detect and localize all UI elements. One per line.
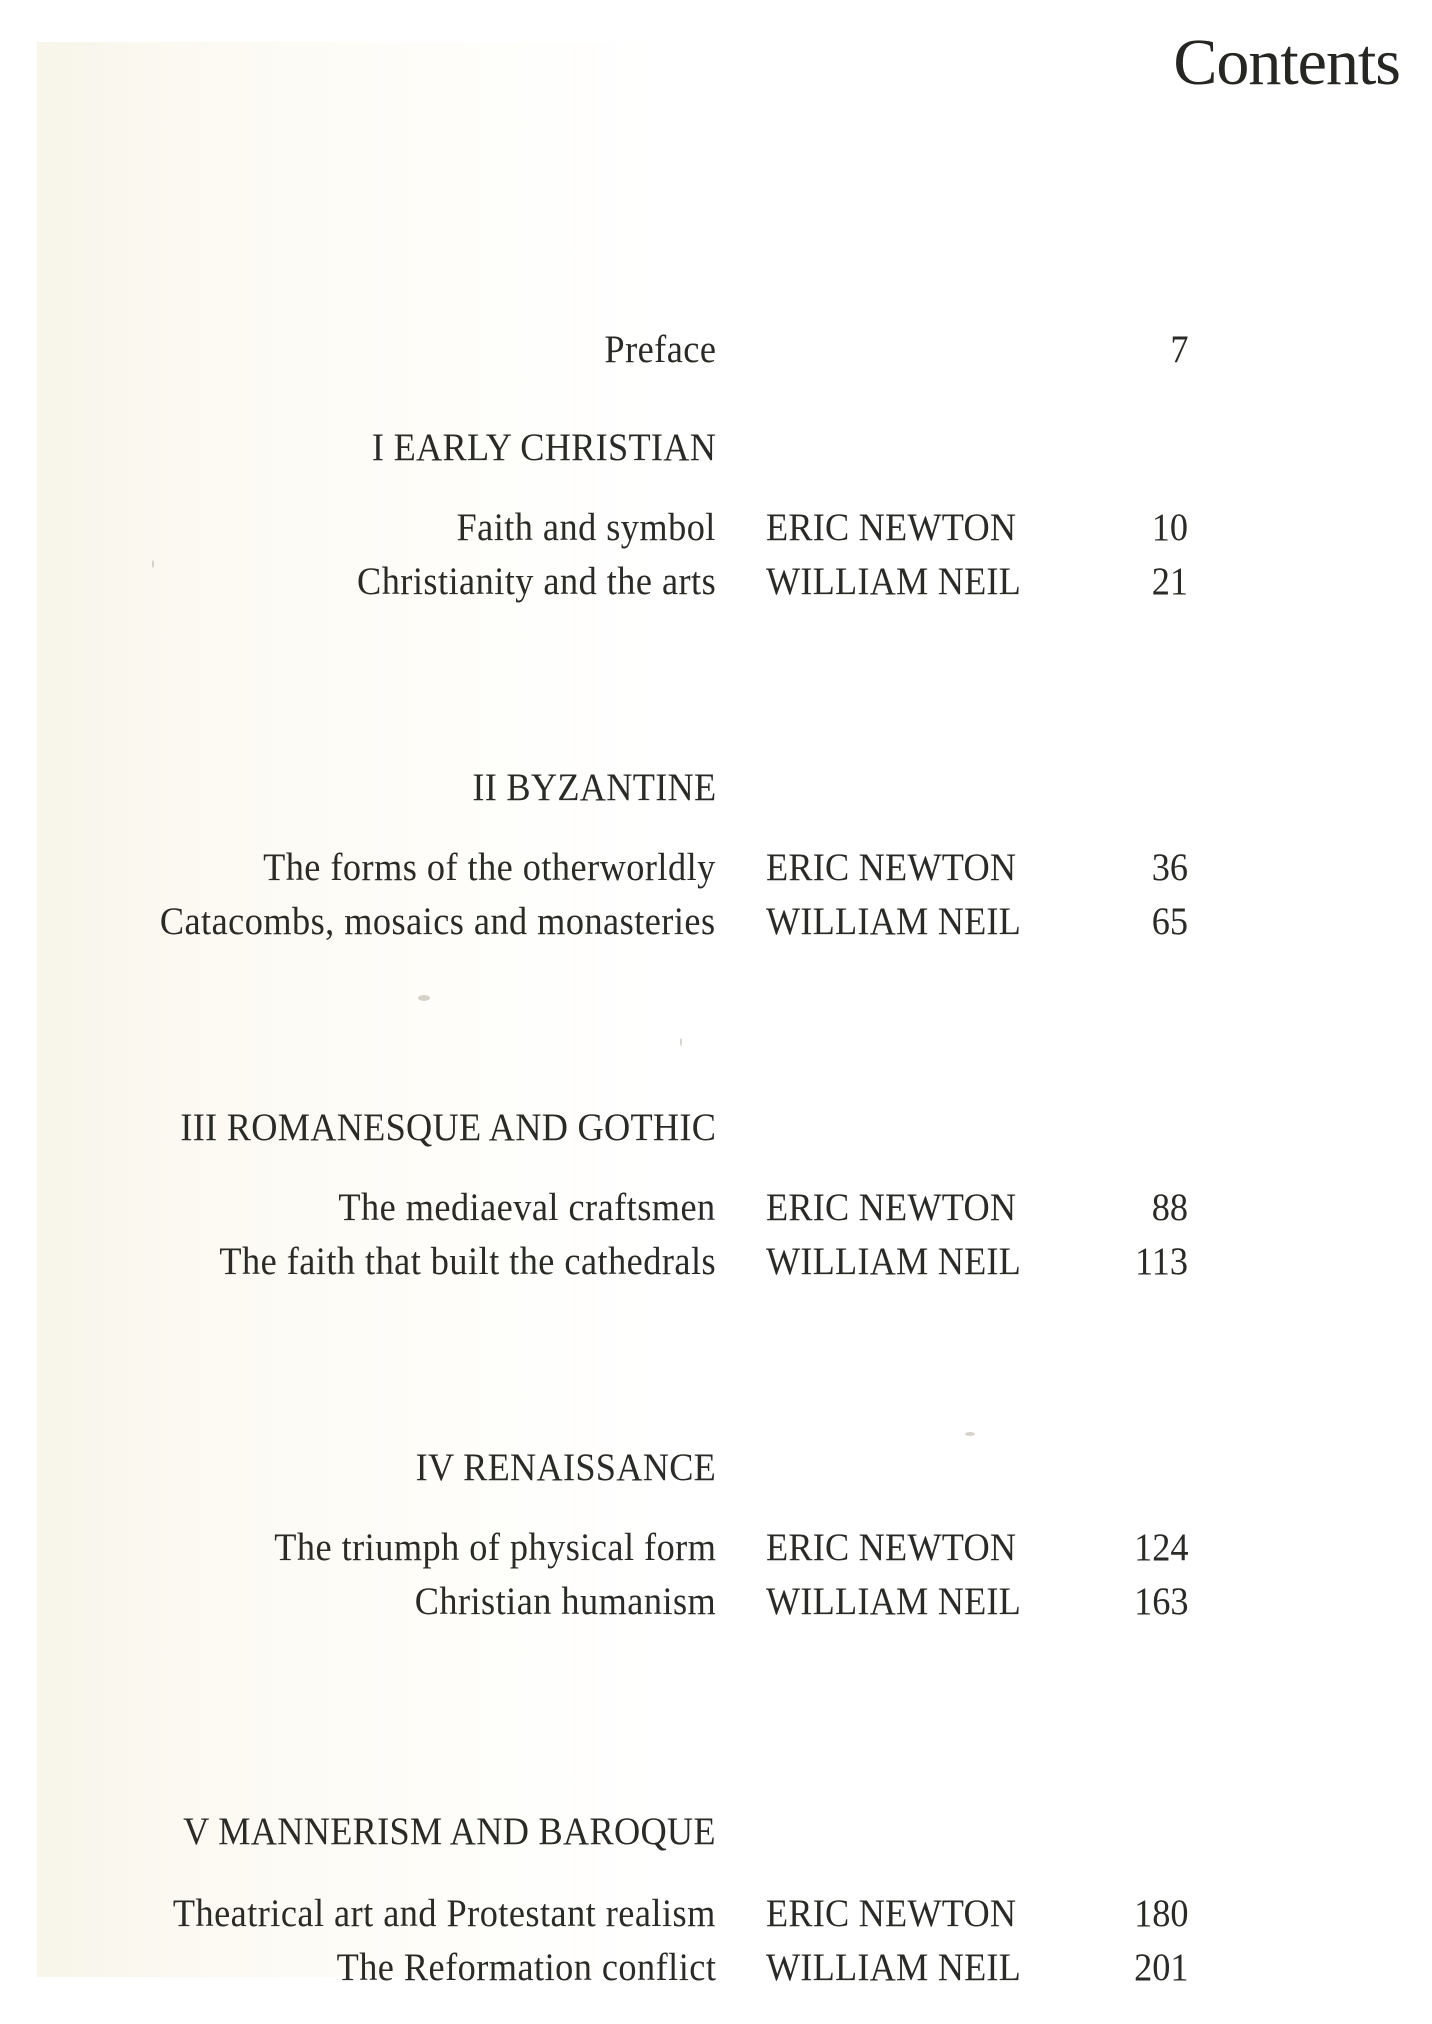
- section-heading: I EARLY CHRISTIAN: [371, 426, 716, 469]
- entry-title: The forms of the otherworldly: [263, 846, 716, 889]
- paper-speck: [418, 995, 430, 1001]
- entry-title: Catacombs, mosaics and monasteries: [160, 900, 716, 943]
- entry-page: 124: [1133, 1526, 1188, 1569]
- entry-author: WILLIAM NEIL: [766, 1580, 1022, 1623]
- entry-page: 36: [1151, 846, 1188, 889]
- section-heading: IV RENAISSANCE: [415, 1446, 716, 1489]
- entry-title: Faith and symbol: [456, 506, 716, 549]
- entry-title: Christian humanism: [414, 1580, 716, 1623]
- entry-page: 201: [1133, 1946, 1188, 1989]
- entry-page: 113: [1134, 1240, 1188, 1283]
- entry-author: WILLIAM NEIL: [766, 1946, 1022, 1989]
- entry-author: ERIC NEWTON: [766, 1186, 1017, 1229]
- entry-title: The mediaeval craftsmen: [338, 1186, 716, 1229]
- entry-author: WILLIAM NEIL: [766, 1240, 1022, 1283]
- entry-author: ERIC NEWTON: [766, 1892, 1017, 1935]
- page-title: Contents: [1173, 26, 1400, 99]
- preface-title: Preface: [604, 328, 716, 371]
- entry-page: 88: [1151, 1186, 1188, 1229]
- section-heading: V MANNERISM AND BAROQUE: [183, 1810, 716, 1853]
- entry-title: The Reformation conflict: [336, 1946, 716, 1989]
- entry-author: ERIC NEWTON: [766, 1526, 1017, 1569]
- entry-page: 65: [1151, 900, 1188, 943]
- entry-author: ERIC NEWTON: [766, 506, 1017, 549]
- entry-page: 180: [1133, 1892, 1188, 1935]
- entry-title: Theatrical art and Protestant realism: [173, 1892, 716, 1935]
- entry-page: 163: [1133, 1580, 1188, 1623]
- entry-author: WILLIAM NEIL: [766, 900, 1022, 943]
- section-heading: II BYZANTINE: [471, 766, 716, 809]
- entry-author: WILLIAM NEIL: [766, 560, 1022, 603]
- paper-speck: [965, 1432, 975, 1436]
- entry-title: Christianity and the arts: [356, 560, 716, 603]
- entry-page: 10: [1151, 506, 1188, 549]
- book-page: [37, 42, 1432, 1977]
- entry-title: The faith that built the cathedrals: [219, 1240, 716, 1283]
- paper-speck: [680, 1038, 682, 1046]
- entry-title: The triumph of physical form: [273, 1526, 716, 1569]
- entry-page: 21: [1151, 560, 1188, 603]
- entry-author: ERIC NEWTON: [766, 846, 1017, 889]
- section-heading: III ROMANESQUE AND GOTHIC: [180, 1106, 716, 1149]
- paper-speck: [152, 560, 154, 568]
- preface-page: 7: [1169, 328, 1188, 371]
